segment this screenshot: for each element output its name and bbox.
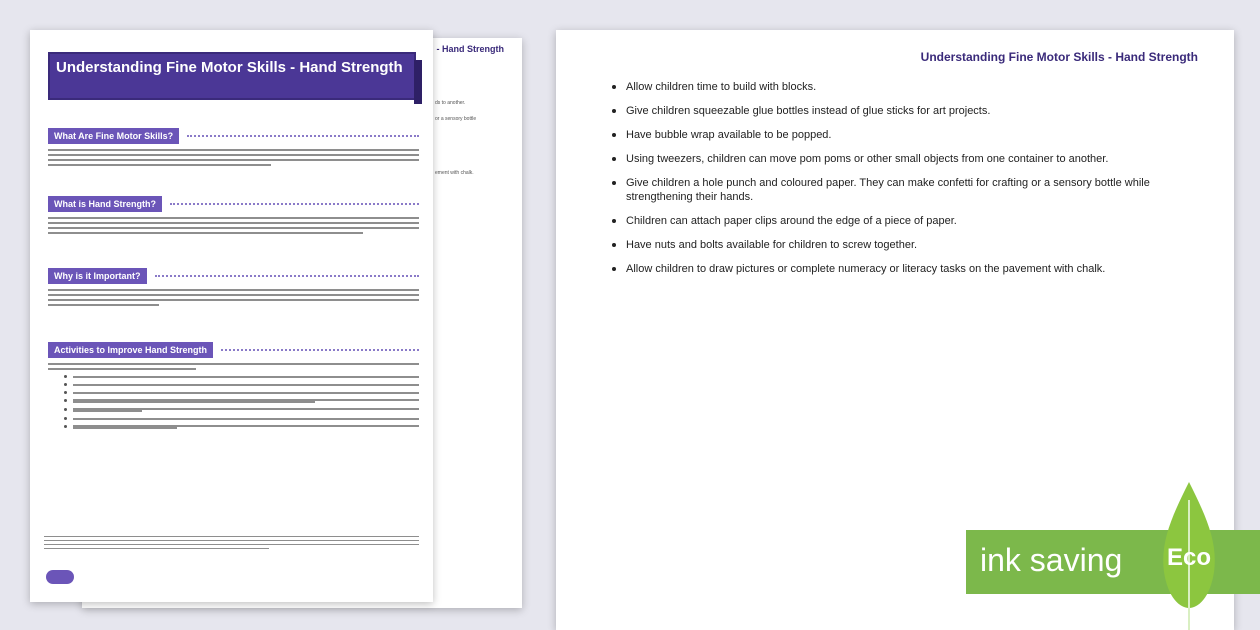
list-item [48, 399, 419, 403]
publisher-logo [46, 570, 74, 584]
list-item [48, 375, 419, 378]
section-what-are-fine-motor-skills [48, 128, 419, 169]
section-why-is-it-important [48, 268, 419, 309]
list-item [48, 417, 419, 420]
back-page-fragment: ement with chalk. [435, 170, 474, 176]
back-page-header: - Hand Strength [436, 44, 504, 54]
list-item: Allow children time to build with blocks. [612, 80, 1194, 94]
section-activities [48, 342, 419, 429]
list-item: Allow children to draw pictures or complete numeracy or literacy tasks on the pavement with chalk. [612, 262, 1194, 276]
right-page-header: Understanding Fine Motor Skills - Hand Strength [920, 50, 1198, 64]
paragraph-lines [48, 363, 419, 370]
front-page [30, 30, 433, 602]
list-item: Using tweezers, children can move pom poms or other small objects from one container to another. [612, 152, 1194, 166]
dotted-divider [170, 203, 419, 205]
ink-saving-label: ink saving [980, 542, 1123, 578]
list-item: Have bubble wrap available to be popped. [612, 128, 1194, 142]
section-heading: Activities to Improve Hand Strength [48, 342, 213, 358]
footer-notes [44, 536, 419, 552]
back-page-fragment: ds to another. [435, 100, 466, 106]
page-title: Understanding Fine Motor Skills - Hand Strength [48, 52, 416, 100]
list-item: Give children a hole punch and coloured paper. They can make confetti for crafting or a sensory bottle while strengthening their hands. [612, 176, 1194, 204]
dotted-divider [187, 135, 419, 137]
list-item [48, 391, 419, 394]
dotted-divider [155, 275, 420, 277]
section-heading: What Are Fine Motor Skills? [48, 128, 179, 144]
activity-list [612, 80, 1194, 286]
section-heading: What is Hand Strength? [48, 196, 162, 212]
list-item [48, 425, 419, 429]
section-what-is-hand-strength [48, 196, 419, 237]
list-item [48, 408, 419, 412]
list-item: Give children squeezable glue bottles instead of glue sticks for art projects. [612, 104, 1194, 118]
paragraph-lines [48, 289, 419, 306]
list-item: Have nuts and bolts available for children to screw together. [612, 238, 1194, 252]
eco-label: Eco [1166, 544, 1211, 571]
paragraph-lines [48, 149, 419, 166]
dotted-divider [221, 349, 419, 351]
section-heading: Why is it Important? [48, 268, 147, 284]
list-item [48, 383, 419, 386]
paragraph-lines [48, 217, 419, 234]
back-page-fragment: or a sensory bottle [435, 116, 477, 122]
list-item: Children can attach paper clips around the edge of a piece of paper. [612, 214, 1194, 228]
